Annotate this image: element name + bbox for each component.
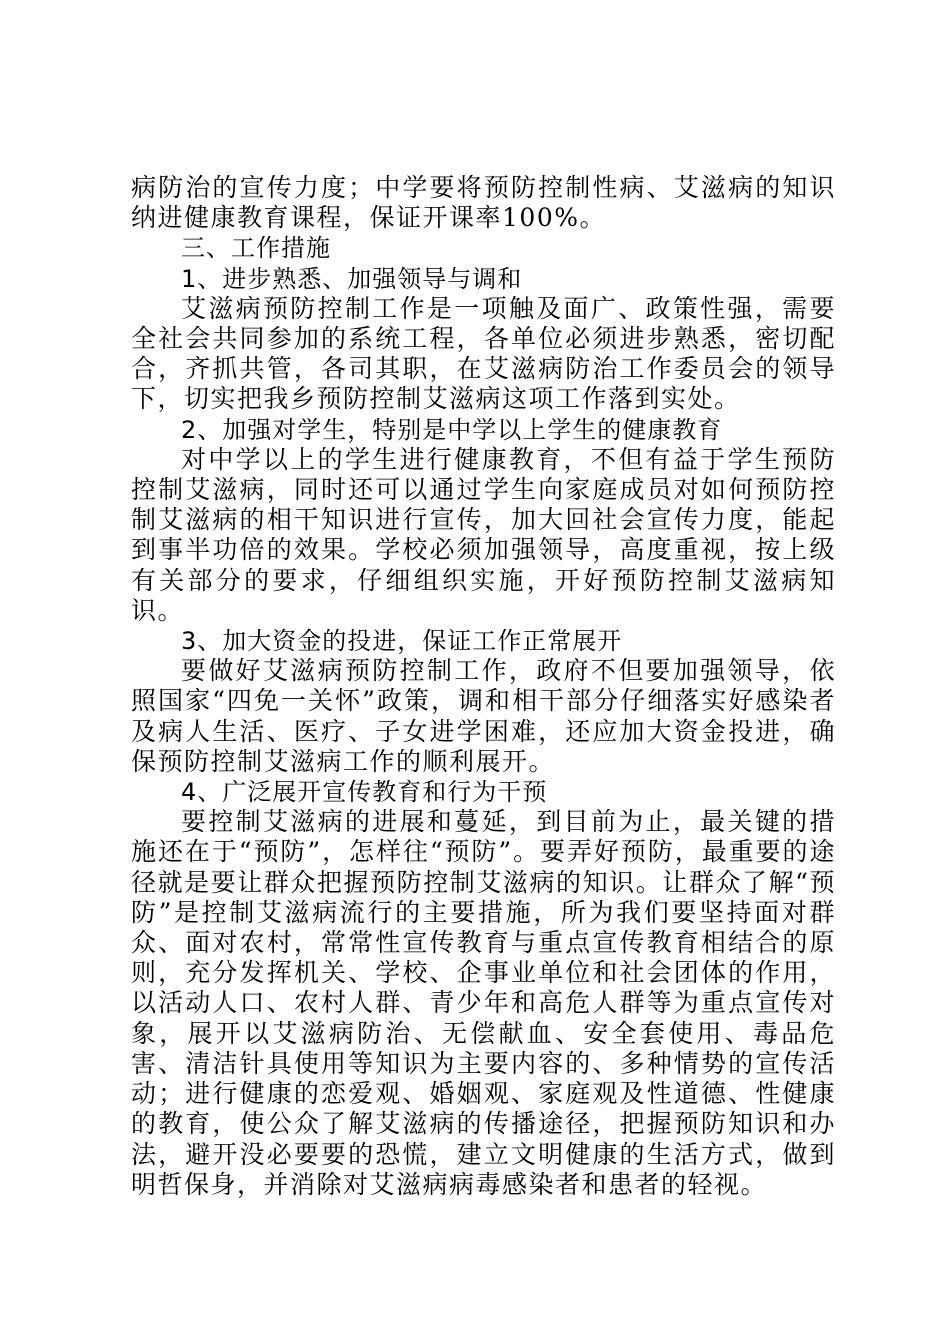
subheading-3: 3、加大资金的投进，保证工作正常展开 <box>181 627 623 656</box>
subheading-2: 2、加强对学生，特别是中学以上学生的健康教育 <box>181 415 723 444</box>
document-body <box>131 173 836 1200</box>
paragraph-2: 对中学以上的学生进行健康教育，不但有益于学生预防控制艾滋病，同时还可以通过学生向家庭成员对如何预防控制艾滋病的相干知识进行宣传，加大回社会宣传力度，能起到事半功倍的效果。学校必须加强领导，高度重视，按上级有关部分的要求，仔细组织实施，开好预防控制艾滋病知识。 <box>131 444 836 625</box>
subheading-1: 1、进步熟悉、加强领导与调和 <box>181 264 523 293</box>
paragraph-intro-continuation: 病防治的宣传力度；中学要将预防控制性病、艾滋病的知识纳进健康教育课程，保证开课率100%。 <box>131 173 836 233</box>
paragraph-1: 艾滋病预防控制工作是一项触及面广、政策性强，需要全社会共同参加的系统工程，各单位必须进步熟悉，密切配合，齐抓共管，各司其职，在艾滋病防治工作委员会的领导下，切实把我乡预防控制艾滋病这项工作落到实处。 <box>131 293 836 414</box>
paragraph-4: 要控制艾滋病的进展和蔓延，到目前为止，最关键的措施还在于“预防”，怎样往“预防”。要弄好预防，最重要的途径就是要让群众把握预防控制艾滋病的知识。让群众了解“预防”是控制艾滋病流行的主要措施，所为我们要坚持面对群众、面对农村，常常性宣传教育与重点宣传教育相结合的原则，充分发挥机关、学校、企事业单位和社会团体的作用，以活动人口、农村人群、青少年和高危人群等为重点宣传对象，展开以艾滋病防治、无偿献血、安全套使用、毒品危害、清洁针具使用等知识为主要内容的、多种情势的宣传活动；进行健康的恋爱观、婚姻观、家庭观及性道德、性健康的教育，使公众了解艾滋病的传播途径，把握预防知识和办法，避开没必要要的恐慌，建立文明健康的生活方式，做到明哲保身，并消除对艾滋病病毒感染者和患者的轻视。 <box>131 807 836 1199</box>
section-heading-work-measures: 三、工作措施 <box>181 234 331 263</box>
paragraph-3: 要做好艾滋病预防控制工作，政府不但要加强领导，依照国家“四免一关怀”政策，调和相干部分仔细落实好感染者及病人生活、医疗、子女进学困难，还应加大资金投进，确保预防控制艾滋病工作的顺利展开。 <box>131 656 836 776</box>
subheading-4: 4、广泛展开宣传教育和行为干预 <box>181 778 548 807</box>
